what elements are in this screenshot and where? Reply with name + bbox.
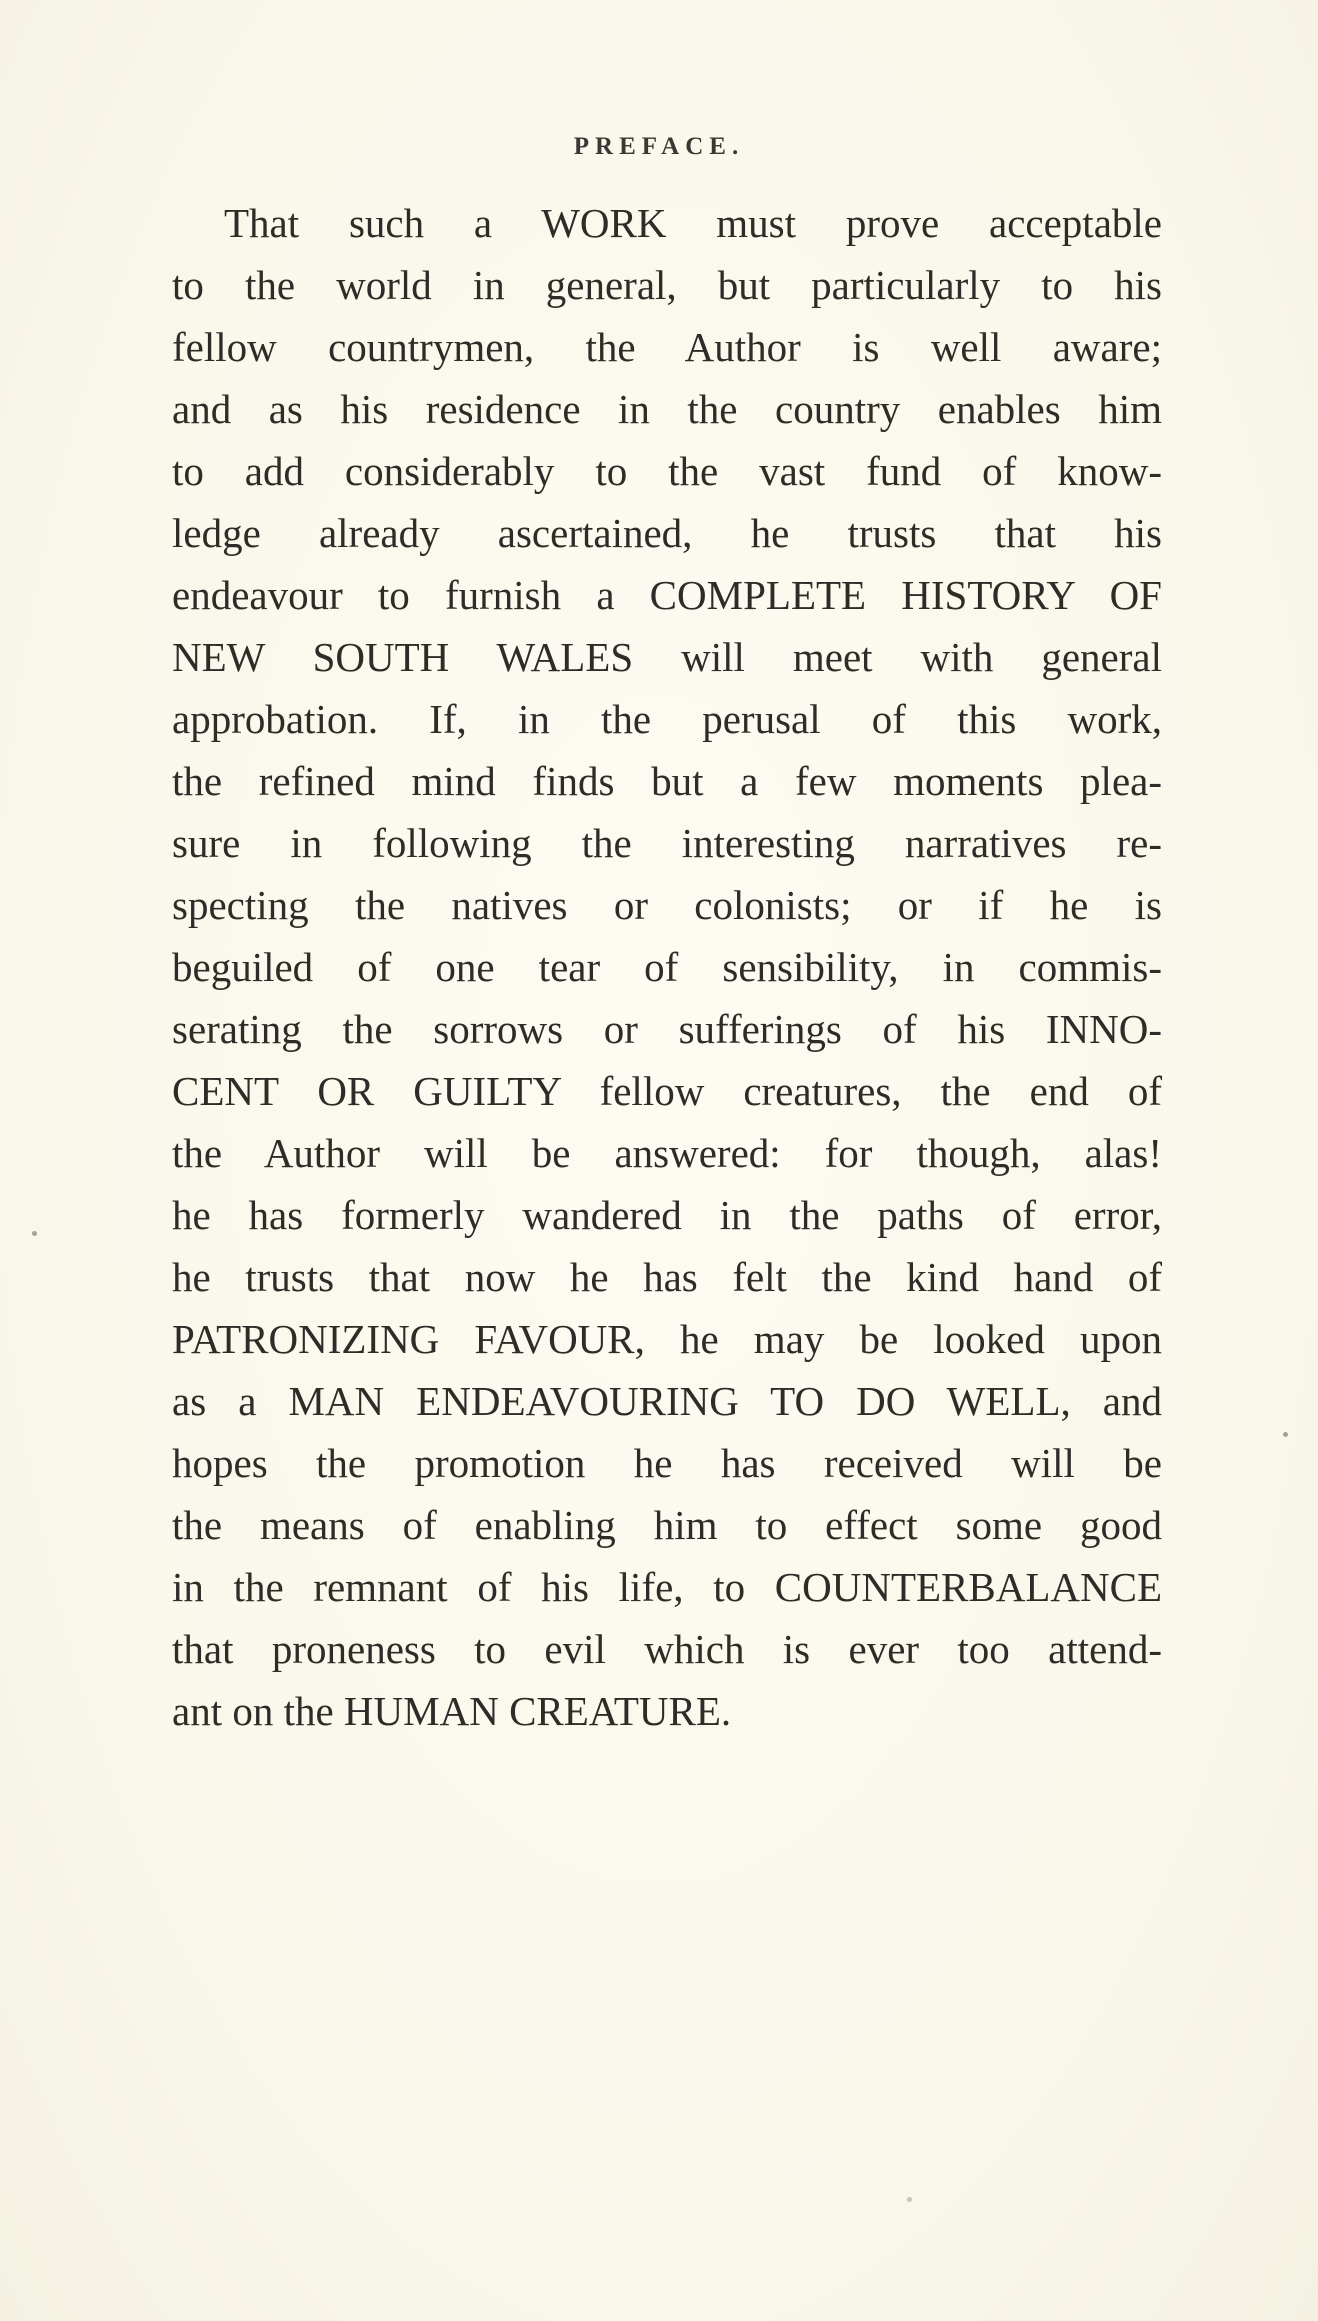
text-line: specting the natives or colonists; or if he is <box>172 882 1162 928</box>
text-line: PATRONIZING FAVOUR, he may be looked upon <box>172 1316 1162 1362</box>
paper-speck <box>1283 1432 1288 1437</box>
text-line: to the world in general, but particularly to his <box>172 262 1162 308</box>
text-line: to add considerably to the vast fund of know- <box>172 448 1162 494</box>
text-line: the Author will be answered: for though, alas! <box>172 1130 1162 1176</box>
text-line: sure in following the interesting narratives re- <box>172 820 1162 866</box>
paper-speck <box>32 1231 37 1236</box>
text-line: in the remnant of his life, to COUNTERBALANCE <box>172 1564 1162 1610</box>
preface-body <box>172 192 1162 1742</box>
running-head: PREFACE. <box>573 133 745 160</box>
text-line: fellow countrymen, the Author is well aware; <box>172 324 1162 370</box>
text-line: ant on the HUMAN CREATURE. <box>172 1688 732 1734</box>
text-line: he has formerly wandered in the paths of error, <box>172 1192 1162 1238</box>
text-line: That such a WORK must prove acceptable <box>224 200 1162 246</box>
text-line: as a MAN ENDEAVOURING TO DO WELL, and <box>172 1378 1162 1424</box>
text-line: the means of enabling him to effect some good <box>172 1502 1162 1548</box>
text-line: beguiled of one tear of sensibility, in commis- <box>172 944 1162 990</box>
paper-speck <box>907 2197 912 2202</box>
text-line: CENT OR GUILTY fellow creatures, the end of <box>172 1068 1162 1114</box>
text-line: hopes the promotion he has received will be <box>172 1440 1162 1486</box>
text-line: NEW SOUTH WALES will meet with general <box>172 634 1162 680</box>
text-line: that proneness to evil which is ever too attend- <box>172 1626 1162 1672</box>
text-line: he trusts that now he has felt the kind hand of <box>172 1254 1162 1300</box>
text-line: and as his residence in the country enables him <box>172 386 1162 432</box>
text-line: ledge already ascertained, he trusts that his <box>172 510 1162 556</box>
text-line: serating the sorrows or sufferings of his INNO- <box>172 1006 1162 1052</box>
text-line: the refined mind finds but a few moments plea- <box>172 758 1162 804</box>
text-line: approbation. If, in the perusal of this work, <box>172 696 1162 742</box>
text-line: endeavour to furnish a COMPLETE HISTORY OF <box>172 572 1162 618</box>
